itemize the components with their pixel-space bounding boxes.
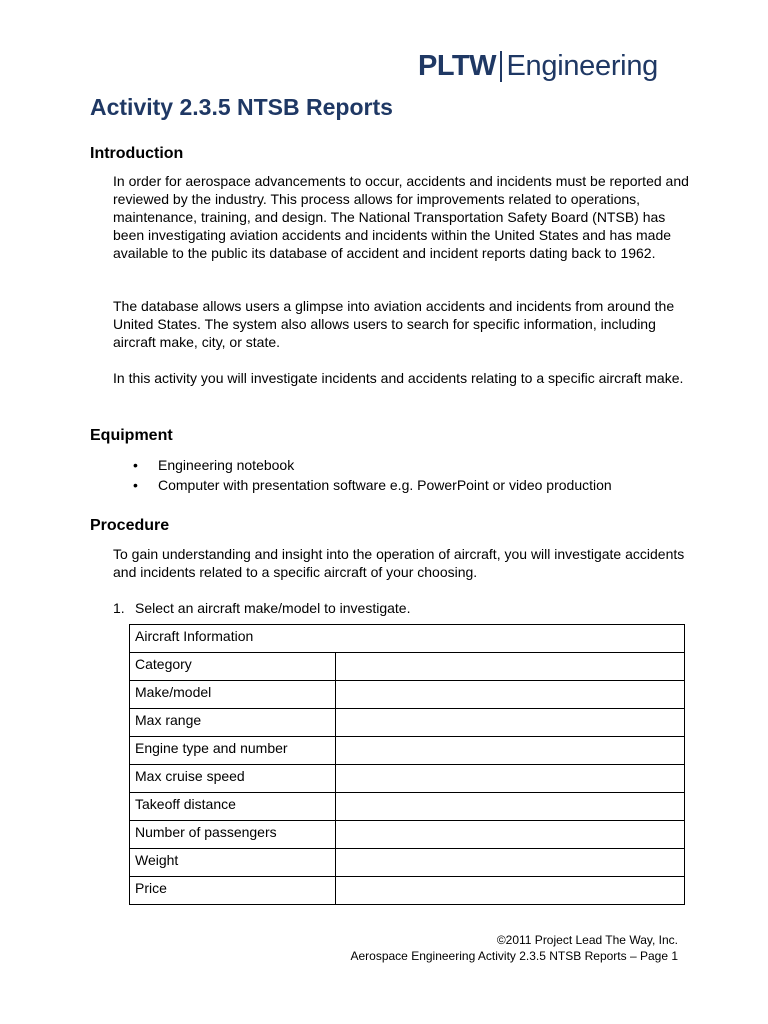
table-row: [130, 681, 685, 709]
table-value-cell[interactable]: [336, 821, 685, 849]
table-value-cell[interactable]: [336, 849, 685, 877]
logo-divider: [500, 51, 502, 82]
table-value-cell[interactable]: [336, 681, 685, 709]
table-label-cell: Weight: [130, 849, 336, 877]
table-value-cell[interactable]: [336, 793, 685, 821]
footer-page-info: Aerospace Engineering Activity 2.3.5 NTSB Reports – Page 1: [350, 949, 678, 963]
table-label-cell: Max range: [130, 709, 336, 737]
table-label-cell: Max cruise speed: [130, 765, 336, 793]
procedure-heading: Procedure: [90, 517, 170, 534]
table-label-cell: Price: [130, 877, 336, 905]
table-label-cell: Number of passengers: [130, 821, 336, 849]
page-title: Activity 2.3.5 NTSB Reports: [90, 94, 393, 120]
table-row: [130, 737, 685, 765]
equipment-item: [113, 455, 612, 475]
table-value-cell[interactable]: [336, 877, 685, 905]
table-row: [130, 765, 685, 793]
procedure-intro: To gain understanding and insight into the operation of aircraft, you will investigate accidents and incidents related to a specific aircraft of your choosing.: [113, 546, 685, 580]
logo-brand: PLTW: [418, 49, 496, 82]
table-value-cell[interactable]: [336, 653, 685, 681]
equipment-item-text: Engineering notebook: [158, 457, 295, 473]
equipment-heading: Equipment: [90, 427, 173, 444]
step-number: 1.: [113, 600, 125, 616]
procedure-step-1: [113, 599, 410, 617]
table-value-cell[interactable]: [336, 765, 685, 793]
page-footer: [350, 932, 678, 964]
table-header-cell: Aircraft Information: [130, 625, 685, 653]
equipment-list: [113, 455, 612, 495]
aircraft-information-table: [129, 624, 685, 905]
table-label-cell: Engine type and number: [130, 737, 336, 765]
introduction-paragraph-3: In this activity you will investigate incidents and accidents relating to a specific aircraft make.: [113, 370, 684, 386]
introduction-paragraph-1: In order for aerospace advancements to occur, accidents and incidents must be reported and reviewed by the industry. This process allows for improvements related to operations, maintenance, training, and design. The National Transportation Safety Board (NTSB) has been investigating aviation accidents and incidents within the United States and has made available to the public its database of accident and incident reports dating back to 1962.: [113, 173, 689, 261]
equipment-item-text: Computer with presentation software e.g. PowerPoint or video production: [158, 477, 612, 493]
bullet-icon: •: [133, 477, 138, 493]
table-value-cell[interactable]: [336, 709, 685, 737]
equipment-item: [113, 475, 612, 495]
table-row: [130, 849, 685, 877]
table-row: [130, 709, 685, 737]
table-label-cell: Category: [130, 653, 336, 681]
introduction-heading: Introduction: [90, 145, 184, 162]
table-row: [130, 793, 685, 821]
table-header-row: [130, 625, 685, 653]
table-row: [130, 653, 685, 681]
footer-copyright: ©2011 Project Lead The Way, Inc.: [496, 933, 678, 947]
table-label-cell: Takeoff distance: [130, 793, 336, 821]
table-label-cell: Make/model: [130, 681, 336, 709]
table-value-cell[interactable]: [336, 737, 685, 765]
table-row: [130, 877, 685, 905]
logo-division: Engineering: [506, 49, 658, 82]
step-text: Select an aircraft make/model to investigate.: [135, 600, 411, 616]
introduction-paragraph-2: The database allows users a glimpse into aviation accidents and incidents from around the United States. The system also allows users to search for specific information, including aircraft make, city, or state.: [113, 298, 675, 350]
bullet-icon: •: [133, 457, 138, 473]
pltw-engineering-logo: [418, 48, 658, 84]
table-row: [130, 821, 685, 849]
